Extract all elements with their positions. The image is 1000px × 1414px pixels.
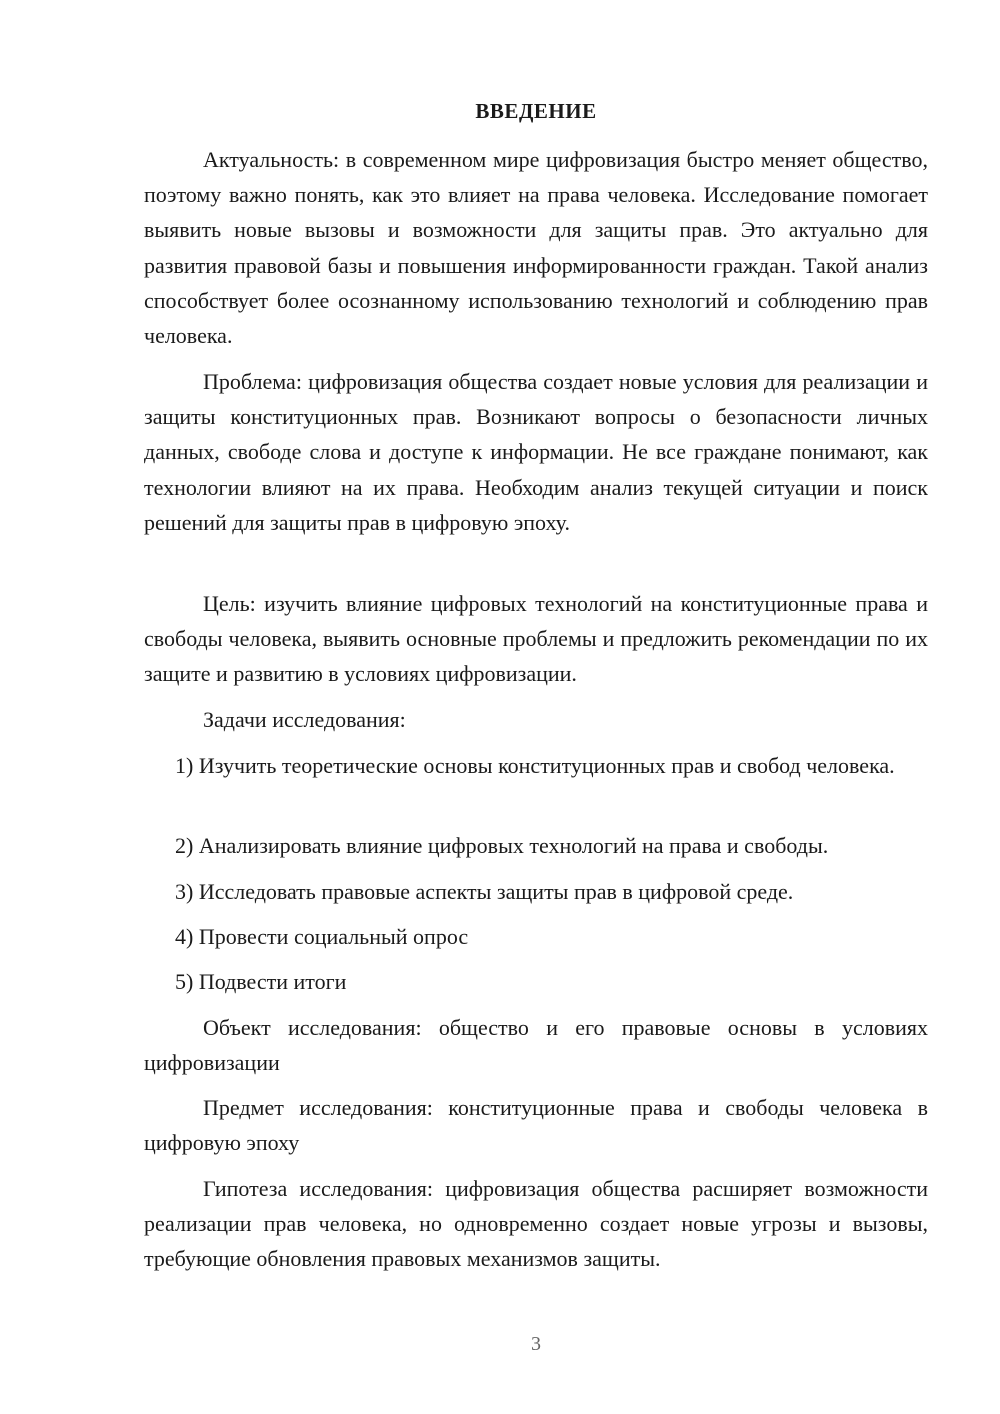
task-item-2: 2) Анализировать влияние цифровых технологий на права и свободы. [175,833,829,858]
object-paragraph: Объект исследования: общество и его правовые основы в условиях цифровизации [144,1015,928,1076]
hypothesis-paragraph: Гипотеза исследования: цифровизация общества расширяет возможности реализации прав человека, но одновременно создает новые угрозы и вызовы, требующие обновления правовых механизмов защиты. [144,1176,928,1272]
page-number: 3 [531,1333,541,1355]
task-item-4: 4) Провести социальный опрос [175,924,469,949]
tasks-title: Задачи исследования: [203,707,406,732]
relevance-paragraph: Актуальность: в современном мире цифровизация быстро меняет общество, поэтому важно понять, как это влияет на права человека. Исследование помогает выявить новые вызовы и возможности для защиты прав. Это актуально для развития правовой базы и повышения информированности граждан. Такой анализ способствует более осознанному использованию технологий и соблюдению прав человека. [144,147,928,349]
subject-paragraph: Предмет исследования: конституционные права и свободы человека в цифровую эпоху [144,1095,928,1156]
task-item-3: 3) Исследовать правовые аспекты защиты прав в цифровой среде. [175,879,794,904]
section-heading: ВВЕДЕНИЕ [475,99,597,123]
task-item-1: 1) Изучить теоретические основы конституционных прав и свобод человека. [175,753,895,778]
task-item-5: 5) Подвести итоги [175,969,347,994]
problem-paragraph: Проблема: цифровизация общества создает новые условия для реализации и защиты конституционных прав. Возникают вопросы о безопасности личных данных, свободе слова и доступе к информации. Не все граждане понимают, как технологии влияют на их права. Необходим анализ текущей ситуации и поиск решений для защиты прав в цифровую эпоху. [144,369,928,535]
goal-paragraph: Цель: изучить влияние цифровых технологий на конституционные права и свободы человека, выявить основные проблемы и предложить рекомендации по их защите и развитию в условиях цифровизации. [144,591,928,687]
